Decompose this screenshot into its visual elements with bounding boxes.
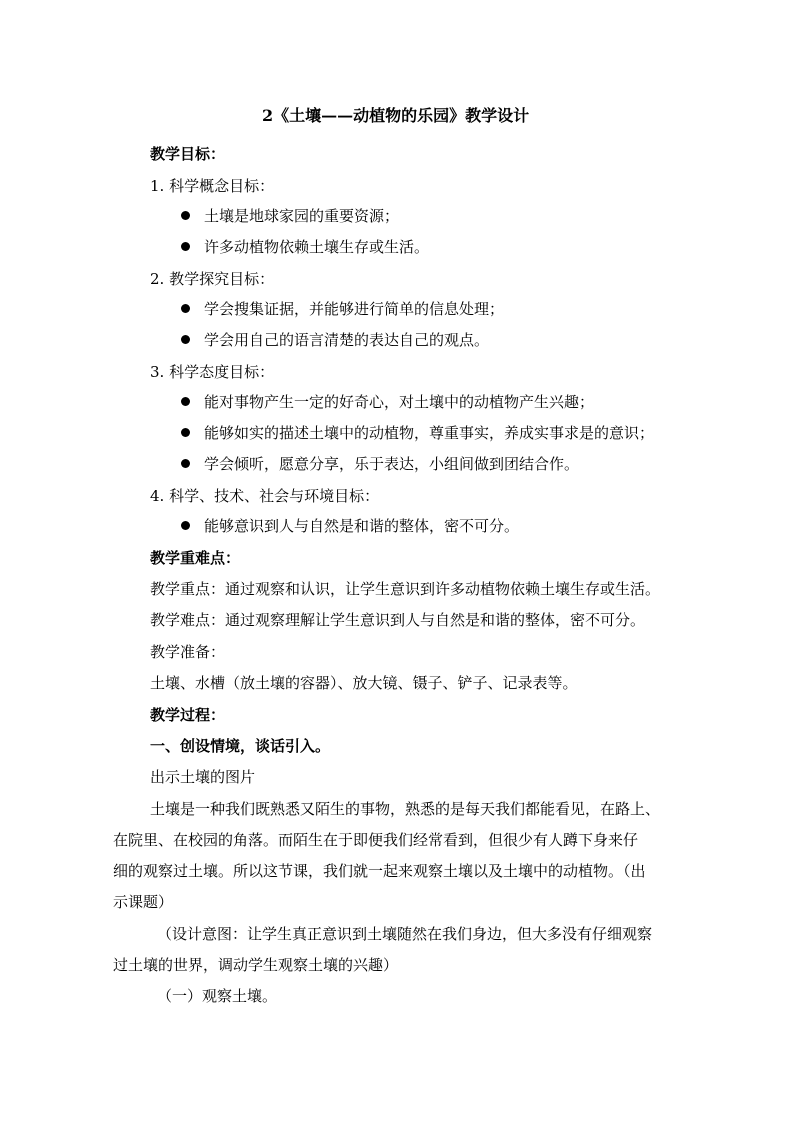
design-intent-line: （设计意图：让学生真正意识到土壤随然在我们身边，但大多没有仔细观察 [157,925,653,943]
goal4-heading: 4. 科学、技术、社会与环境目标： [150,487,380,505]
goal1-item: 许多动植物依赖土壤生存或生活。 [204,238,430,256]
bullet-icon [181,521,190,530]
paragraph-line: 细的观察过土壤。所以这节课，我们就一起来观察土壤以及土壤中的动植物。（出 [113,862,646,880]
paragraph-line: 示课题） [113,893,174,911]
prep-text: 土壤、水槽（放土壤的容器）、放大镜、镊子、铲子、记录表等。 [150,674,578,692]
bullet-icon [181,459,190,468]
bullet-icon [181,242,190,251]
key-point: 教学重点：通过观察和认识，让学生意识到许多动植物依赖土壤生存或生活。 [150,580,661,598]
bullet-icon [181,211,190,220]
show-picture: 出示土壤的图片 [150,768,256,786]
section1-heading: 一、创设情境，谈话引入。 [150,737,331,755]
objectives-heading: 教学目标： [150,145,226,163]
paragraph-line: 土壤是一种我们既熟悉又陌生的事物，熟悉的是每天我们都能看见，在路上、 [150,800,661,818]
bullet-icon [181,304,190,313]
document-title: 2《土壤——动植物的乐园》教学设计 [262,106,530,125]
goal2-heading: 2. 教学探究目标： [150,270,275,288]
design-intent-line: 过土壤的世界，调动学生观察土壤的兴趣） [113,956,399,974]
goal3-item: 学会倾听，愿意分享，乐于表达，小组间做到团结合作。 [204,455,580,473]
goal4-item: 能够意识到人与自然是和谐的整体，密不可分。 [204,517,520,535]
goal3-heading: 3. 科学态度目标： [150,363,275,381]
goal1-heading: 1. 科学概念目标： [150,177,275,195]
bullet-icon [181,428,190,437]
key-points-heading: 教学重难点： [150,549,241,567]
goal1-item: 土壤是地球家园的重要资源； [204,207,400,225]
process-heading: 教学过程： [150,706,226,724]
bullet-icon [181,397,190,406]
bullet-icon [181,335,190,344]
goal2-item: 学会搜集证据，并能够进行简单的信息处理； [204,300,505,318]
difficulty: 教学难点：通过观察理解让学生意识到人与自然是和谐的整体，密不可分。 [150,611,646,629]
goal3-item: 能对事物产生一定的好奇心，对土壤中的动植物产生兴趣； [204,393,595,411]
prep-heading: 教学准备： [150,643,226,661]
goal2-item: 学会用自己的语言清楚的表达自己的观点。 [204,331,490,349]
paragraph-line: 在院里、在校园的角落。而陌生在于即便我们经常看到，但很少有人蹲下身来仔 [113,831,639,849]
goal3-item: 能够如实的描述土壤中的动植物，尊重事实，养成实事求是的意识； [204,424,655,442]
subsection-heading: （一）观察土壤。 [157,987,278,1005]
